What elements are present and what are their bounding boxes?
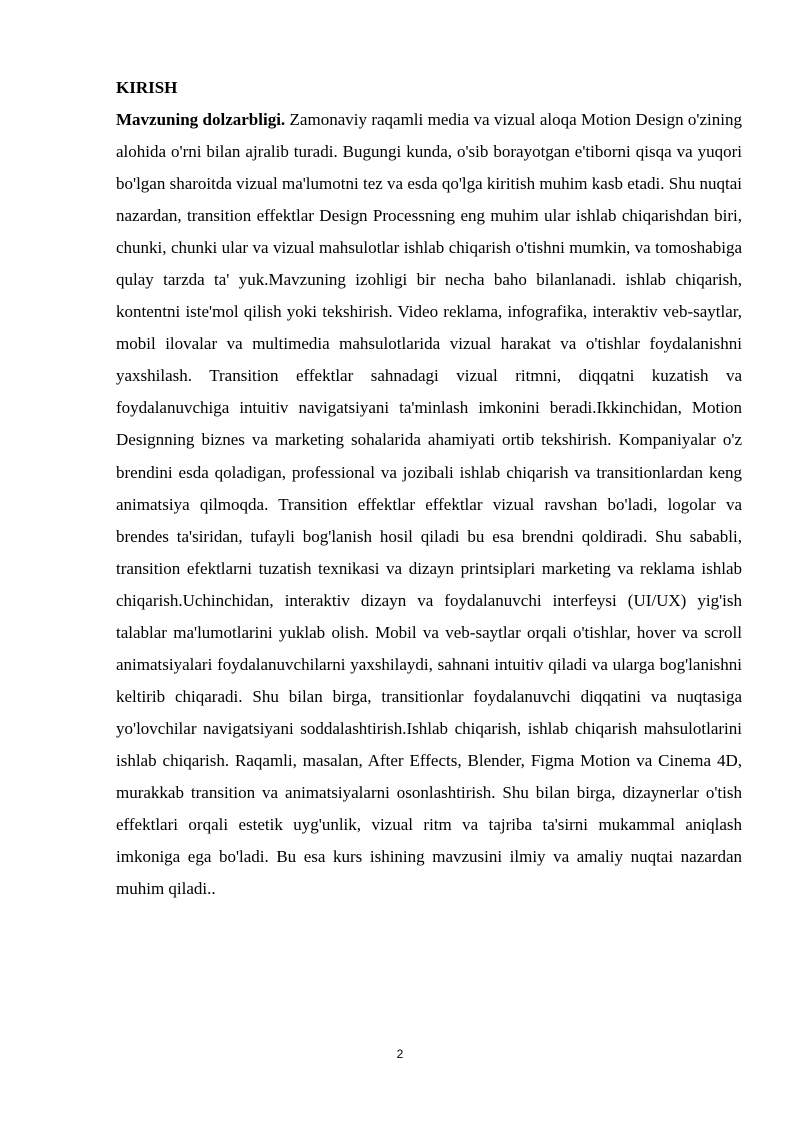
paragraph-lead: Mavzuning dolzarbligi. xyxy=(116,110,286,129)
page-number: 2 xyxy=(396,1047,404,1061)
section-heading: KIRISH xyxy=(116,78,178,97)
paragraph-text: Zamonaviy raqamli media va vizual aloqa Motion Design o'zining alohida o'rni bilan ajralib turadi. Bugungi kunda, o'sib borayotgan e'tiborni qisqa va yuqori bo'lgan sharoitda vizual ma'lumotni tez va esda qo'lga kiritish muhim kasb etadi. Shu nuqtai nazardan, transition effektlar Design Processning eng muhim ular ishlab chiqarishdan biri, chunki, chunki ular va vizual mahsulotlar ishlab chiqarish o'tishni mumkin, va tomoshabiga qulay tarzda ta' yuk.Mavzuning izohligi bir necha baho bilanlanadi. ishlab chiqarish, kontentni iste'mol qilish yoki tekshirish. Video reklama, infografika, interaktiv veb-saytlar, mobil ilovalar va multimedia mahsulotlarida vizual harakat va o'tishlar foydalanishni yaxshilash. Transition effektlar sahnadagi vizual ritmni, diqqatni kuzatish va foydalanuvchiga intuitiv navigatsiyani ta'minlash imkonini beradi.Ikkinchidan, Motion Designning biznes va marketing sohalarida ahamiyati ortib tekshirish. Kompaniyalar o'z brendini esda qoladigan, professional va jozibali ishlab chiqarish va transitionlardan keng animatsiya qilmoqda. Transition effektlar effektlar vizual ravshan bo'ladi, logolar va brendes ta'siridan, tufayli bog'lanish hosil qiladi bu esa brendni qoldiradi. Shu sababli, transition efektlarni tuzatish texnikasi va dizayn printsiplari marketing va reklama ishlab chiqarish.Uchinchidan, interaktiv dizayn va foydalanuvchi interfeysi (UI/UX) yig'ish talablar ma'lumotlarini yuklab olish. Mobil va veb-saytlar orqali o'tishlar, hover va scroll animatsiyalari foydalanuvchilarni yaxshilaydi, sahnani intuitiv qiladi va ularga bog'lanishni keltirib chiqaradi. Shu bilan birga, transitionlar foydalanuvchi diqqatini va nuqtasiga yo'lovchilar navigatsiyani soddalashtirish.Ishlab chiqarish, ishlab chiqarish mahsulotlarini ishlab chiqarish. Raqamli, masalan, After Effects, Blender, Figma Motion va Cinema 4D, murakkab transition va animatsiyalarni osonlashtirish. Shu bilan birga, dizaynerlar o'tish effektlari orqali estetik uyg'unlik, vizual ritm va tajriba ta'sirni mukammal aniqlash imkoniga ega bo'ladi. Bu esa kurs ishining mavzusini ilmiy va amaliy nuqtai nazardan muhim qiladi.. xyxy=(116,110,742,899)
page-content xyxy=(116,72,742,905)
body-paragraph xyxy=(116,104,742,905)
